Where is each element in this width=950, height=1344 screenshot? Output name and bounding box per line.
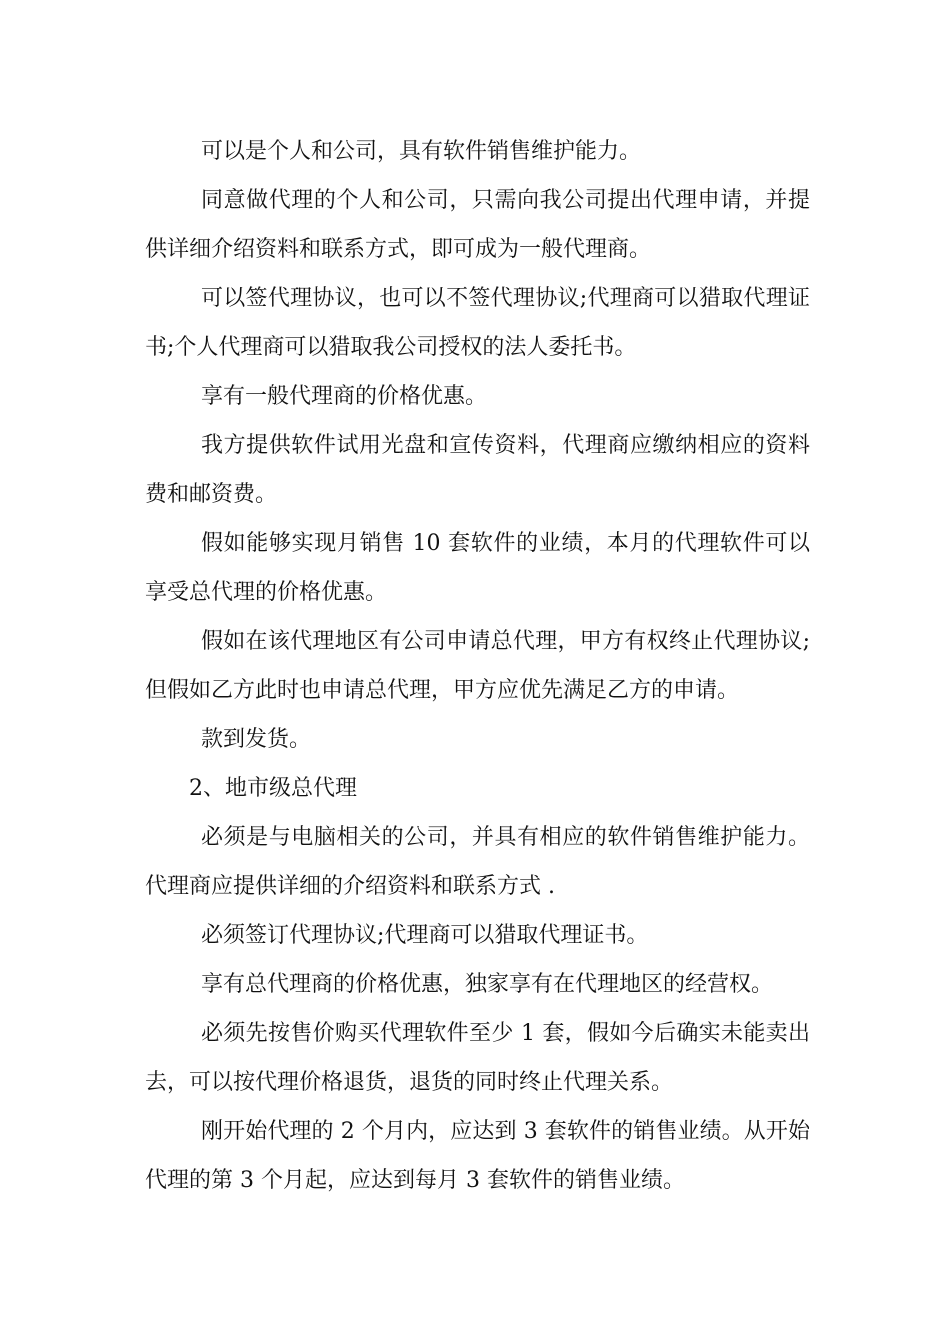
- section-paragraph-1: 必须是与电脑相关的公司，并具有相应的软件销售维护能力。代理商应提供详细的介绍资料和联系方式 .: [145, 825, 810, 899]
- paragraph-1: 可以是个人和公司，具有软件销售维护能力。: [201, 139, 642, 164]
- paragraph-6: 假如能够实现月销售 10 套软件的业绩，本月的代理软件可以享受总代理的价格优惠。: [145, 531, 810, 605]
- document-body: [145, 127, 810, 1205]
- section-paragraph-4: 必须先按售价购买代理软件至少 1 套，假如今后确实未能卖出去，可以按代理价格退货，退货的同时终止代理关系。: [145, 1021, 810, 1095]
- section-paragraph-3: 享有总代理商的价格优惠，独家享有在代理地区的经营权。: [201, 972, 774, 997]
- section-paragraph-5: 刚开始代理的 2 个月内，应达到 3 套软件的销售业绩。从开始代理的第 3 个月起，应达到每月 3 套软件的销售业绩。: [145, 1119, 810, 1193]
- paragraph-8: 款到发货。: [201, 727, 312, 752]
- paragraph-2: 同意做代理的个人和公司，只需向我公司提出代理申请，并提供详细介绍资料和联系方式，即可成为一般代理商。: [145, 188, 810, 262]
- paragraph-5: 我方提供软件试用光盘和宣传资料，代理商应缴纳相应的资料费和邮资费。: [145, 433, 810, 507]
- section-heading: 2、地市级总代理: [189, 776, 357, 801]
- paragraph-4: 享有一般代理商的价格优惠。: [201, 384, 488, 409]
- section-paragraph-2: 必须签订代理协议;代理商可以猎取代理证书。: [201, 923, 649, 948]
- paragraph-3: 可以签代理协议，也可以不签代理协议;代理商可以猎取代理证书;个人代理商可以猎取我公司授权的法人委托书。: [145, 286, 810, 360]
- paragraph-7: 假如在该代理地区有公司申请总代理，甲方有权终止代理协议;但假如乙方此时也申请总代理，甲方应优先满足乙方的申请。: [145, 629, 810, 703]
